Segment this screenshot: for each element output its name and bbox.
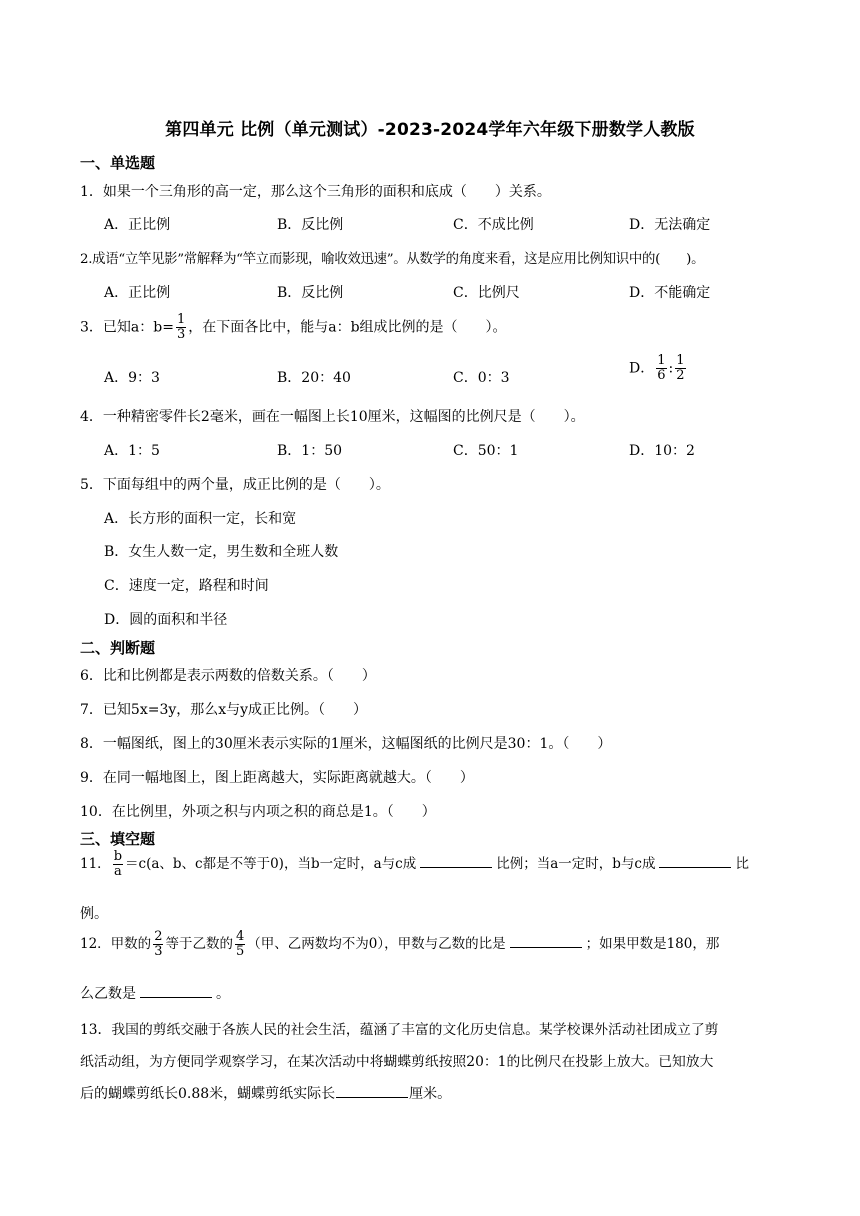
- q11-text-2: 比例；当a一定时，b与c成: [496, 856, 656, 872]
- q2-option-a: A．正比例: [104, 285, 171, 301]
- question-13-line-2: 纸活动组，为方便同学观察学习，在某次活动中将蝴蝶剪纸按照20：1的比例尺在投影上放大。已知放大: [80, 1054, 714, 1070]
- question-13-line-3: [80, 1083, 451, 1103]
- q4-option-a: A．1：5: [104, 443, 160, 459]
- q13-line3-end: 厘米。: [409, 1086, 452, 1102]
- question-7: 7．已知5x=3y，那么x与y成正比例。（ ）: [80, 702, 368, 718]
- q3-option-d-fraction-2: [675, 354, 685, 383]
- q12-fraction-1-num: 2: [154, 929, 163, 944]
- q12-line2-end: 。: [216, 986, 230, 1002]
- question-12: [80, 930, 719, 959]
- q5-option-d: D．圆的面积和半径: [104, 612, 228, 628]
- q11-fraction-numerator: b: [113, 849, 123, 864]
- question-2: 2.成语“立竿见影”常解释为“竿立而影现，喻收效迅速”。从数学的角度来看，这是应用比例知识中的( )。: [80, 252, 705, 267]
- question-5: 5．下面每组中的两个量，成正比例的是（ ）。: [80, 477, 390, 493]
- q11-prefix: 11．: [80, 856, 111, 872]
- q11-fraction-denominator: a: [113, 864, 122, 879]
- q12-text-3: ；如果甲数是180，那: [585, 936, 720, 952]
- q3-d-den-2: 2: [676, 368, 685, 383]
- question-10: 10．在比例里，外项之积与内项之积的商总是1。（ ）: [80, 804, 436, 820]
- q13-line3-text: 后的蝴蝶剪纸长0.88米，蝴蝶剪纸实际长: [80, 1086, 336, 1102]
- q1-option-c: C．不成比例: [453, 217, 534, 233]
- q3-fraction-denominator: 3: [176, 327, 186, 342]
- q3-option-c: C．0：3: [453, 370, 510, 386]
- q11-blank-2[interactable]: [659, 853, 731, 868]
- question-6: 6．比和比例都是表示两数的倍数关系。（ ）: [80, 668, 376, 684]
- q3-option-d-separator: :: [668, 360, 674, 377]
- q2-option-b: B．反比例: [277, 285, 344, 301]
- q12-text-2: （甲、乙两数均不为0），甲数与乙数的比是: [247, 936, 506, 952]
- q2-option-c: C．比例尺: [453, 285, 520, 301]
- q11-text-1: ＝c(a、b、c都是不等于0)，当b一定时，a与c成: [125, 856, 417, 872]
- question-4: 4．一种精密零件长2毫米，画在一幅图上长10厘米，这幅图的比例尺是（ ）。: [80, 409, 585, 425]
- section-heading-true-false: 二、判断题: [80, 639, 156, 657]
- q3-d-num-1: 1: [657, 353, 666, 368]
- q12-fraction-2: [235, 930, 245, 959]
- q3-option-b: B．20：40: [277, 370, 351, 386]
- q12-blank-1[interactable]: [510, 933, 582, 948]
- q1-option-b: B．反比例: [277, 217, 344, 233]
- q3-d-num-2: 1: [676, 353, 685, 368]
- question-11: [80, 850, 749, 879]
- question-13-line-1: 13．我国的剪纸交融于各族人民的社会生活，蕴涵了丰富的文化历史信息。某学校课外活动社团成立了剪: [80, 1022, 719, 1038]
- q4-option-c: C．50：1: [453, 443, 519, 459]
- q3-fraction: [176, 313, 186, 342]
- q12-line2-text: 么乙数是: [80, 986, 136, 1002]
- q5-option-a: A．长方形的面积一定，长和宽: [104, 511, 297, 527]
- q3-option-a: A．9：3: [104, 370, 160, 386]
- q12-fraction-2-num: 4: [235, 929, 245, 944]
- q3-prefix: 3．已知a：b=: [80, 319, 174, 336]
- q2-option-d: D．不能确定: [629, 285, 711, 301]
- question-11-continued: 例。: [80, 906, 108, 922]
- q3-option-d: [629, 354, 688, 383]
- q3-fraction-numerator: 1: [176, 312, 186, 327]
- page-title: 第四单元 比例（单元测试）-2023-2024学年六年级下册数学人教版: [165, 120, 695, 140]
- q3-d-den-1: 6: [657, 368, 666, 383]
- q3-suffix: ，在下面各比中，能与a：b组成比例的是（ ）。: [188, 319, 507, 336]
- q5-option-c: C．速度一定，路程和时间: [104, 578, 269, 594]
- question-12-continued: [80, 983, 230, 1003]
- q11-text-3: 比: [735, 856, 749, 872]
- section-heading-fill-in: 三、填空题: [80, 830, 156, 848]
- question-9: 9．在同一幅地图上，图上距离越大，实际距离就越大。（ ）: [80, 770, 474, 786]
- q12-prefix: 12．甲数的: [80, 936, 152, 952]
- section-heading-single-choice: 一、单选题: [80, 154, 156, 172]
- q12-fraction-1-den: 3: [154, 944, 163, 959]
- q3-option-d-label: D．: [629, 360, 655, 377]
- q1-option-a: A．正比例: [104, 217, 171, 233]
- q12-fraction-1: [153, 930, 163, 959]
- q5-option-b: B．女生人数一定，男生数和全班人数: [104, 544, 339, 560]
- q11-fraction: [113, 850, 123, 879]
- q12-blank-2[interactable]: [140, 983, 212, 998]
- q3-option-d-fraction-1: [656, 354, 666, 383]
- q4-option-b: B．1：50: [277, 443, 343, 459]
- question-3: [80, 313, 507, 342]
- question-8: 8．一幅图纸，图上的30厘米表示实际的1厘米，这幅图纸的比例尺是30：1。（ ）: [80, 736, 612, 752]
- q1-option-d: D．无法确定: [629, 217, 711, 233]
- question-1: 1．如果一个三角形的高一定，那么这个三角形的面积和底成（ ）关系。: [80, 184, 551, 200]
- q11-blank-1[interactable]: [420, 853, 492, 868]
- q12-fraction-2-den: 5: [235, 944, 245, 959]
- q4-option-d: D．10：2: [629, 443, 695, 459]
- q13-blank[interactable]: [336, 1083, 408, 1098]
- q12-text-1: 等于乙数的: [165, 936, 233, 952]
